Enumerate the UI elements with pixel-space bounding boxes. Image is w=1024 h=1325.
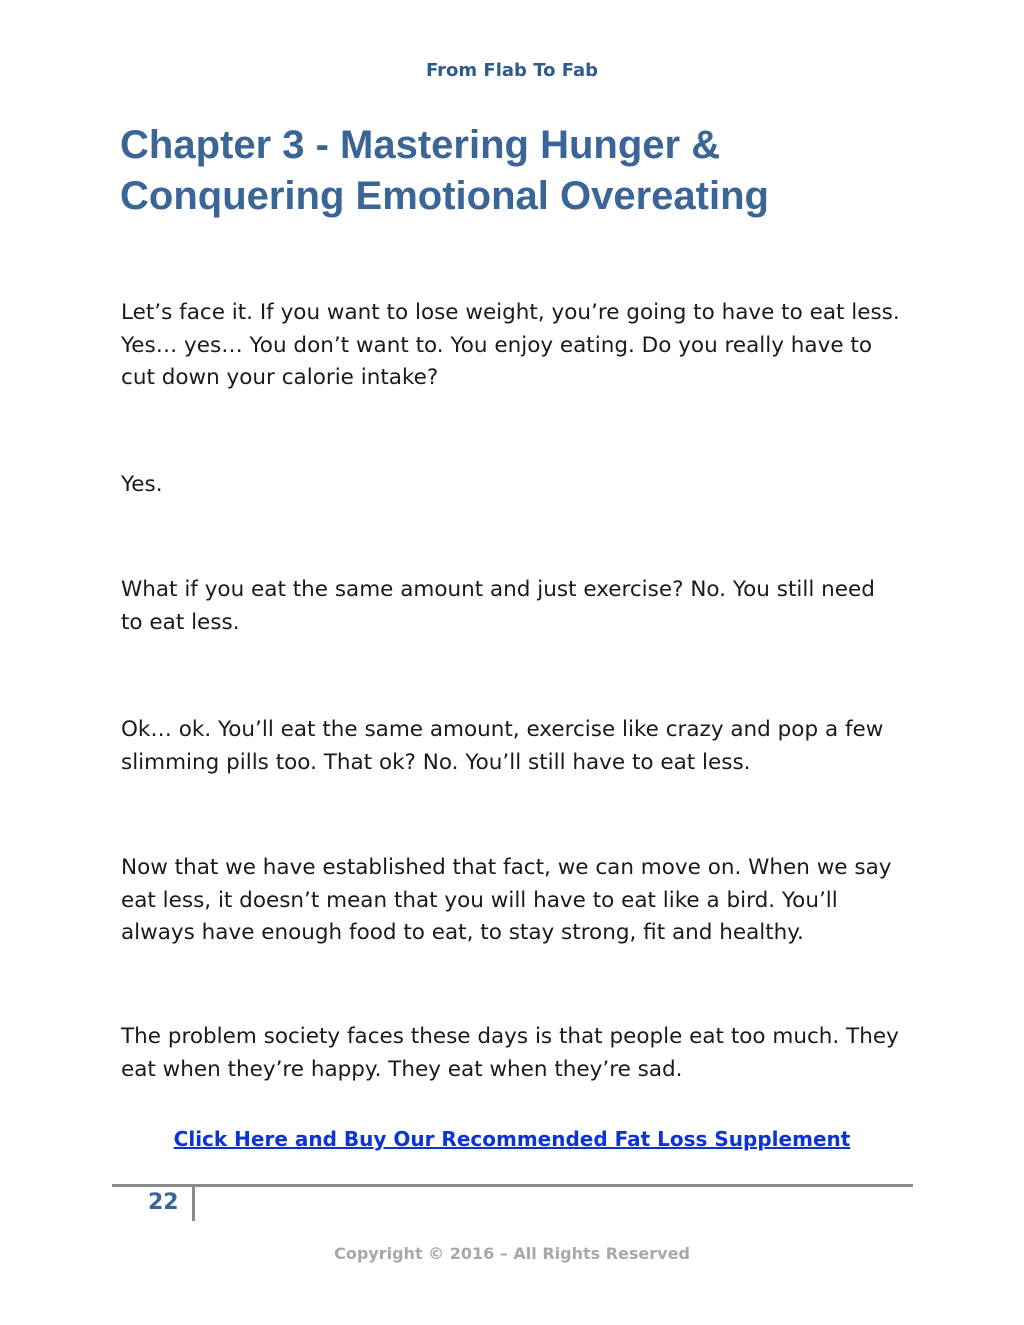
page-number-divider	[192, 1187, 195, 1221]
chapter-title: Chapter 3 - Mastering Hunger & Conquering Emotional Overeating	[120, 123, 769, 218]
running-header: From Flab To Fab	[426, 60, 598, 81]
footer-divider	[112, 1184, 913, 1187]
paragraph-yes: Yes.	[121, 472, 163, 497]
paragraph-pills: Ok… ok. You’ll eat the same amount, exercise like crazy and pop a few slimming pills too. That ok? No. You’ll still have to eat less.	[121, 717, 884, 775]
paragraph-intro: Let’s face it. If you want to lose weight, you’re going to have to eat less. Yes… yes… You don’t want to. You enjoy eating. Do you really have to cut down your calorie intake?	[121, 300, 900, 390]
promo-supplement-link[interactable]: Click Here and Buy Our Recommended Fat Loss Supplement	[173, 1127, 851, 1151]
copyright-notice: Copyright © 2016 – All Rights Reserved	[334, 1244, 690, 1263]
page-number: 22	[148, 1190, 179, 1215]
paragraph-exercise: What if you eat the same amount and just exercise? No. You still need to eat less.	[121, 577, 875, 635]
paragraph-society: The problem society faces these days is that people eat too much. They eat when they’re happy. They eat when they’re sad.	[121, 1024, 899, 1082]
paragraph-established: Now that we have established that fact, we can move on. When we say eat less, it doesn’t mean that you will have to eat like a bird. You’ll always have enough food to eat, to stay strong, fit and healthy.	[121, 855, 892, 945]
